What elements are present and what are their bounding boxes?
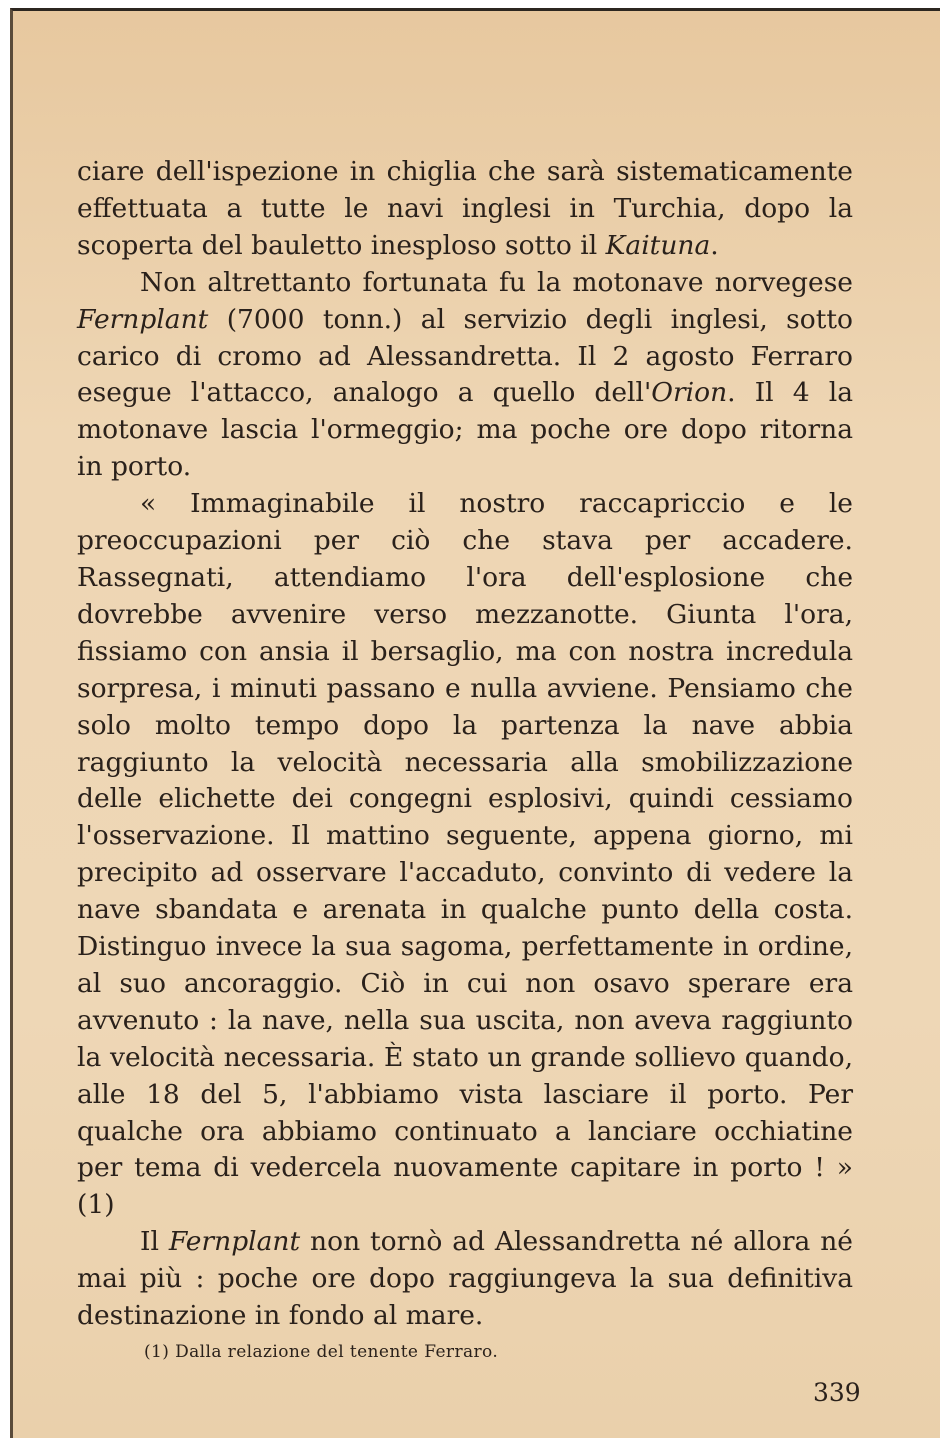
ship-name-kaituna: Kaituna (605, 229, 711, 261)
paragraph-2: Non altrettanto fortunata fu la motonave norvegese Fernplant (7000 tonn.) al servizio degli inglesi, sotto carico di cromo ad Alessandretta. Il 2 agosto Ferraro esegue l'attacco, analogo a quello dell'Orion. Il 4 la motonave lascia l'ormeggio; ma poche ore dopo ritorna in porto. (77, 266, 853, 483)
page-number: 339 (813, 1378, 861, 1407)
paragraph-1: ciare dell'ispezione in chiglia che sarà sistematicamente effettuata a tutte le navi inglesi in Turchia, dopo la scoperta del bauletto inesploso sotto il Kaituna. (77, 156, 853, 261)
paragraph-4: Il Fernplant non tornò ad Alessandretta né allora né mai più : poche ore dopo raggiungeva la sua definitiva destinazione in fondo al mare. (77, 1226, 853, 1332)
paragraph-3-quote: « Immaginabile il nostro raccapriccio e le preoccupazioni per ciò che stava per accadere. Rassegnati, attendiamo l'ora dell'esplosione che dovrebbe avvenire verso mezzanotte. Giunta l'ora, fissiamo con ansia il bersaglio, ma con nostra incredula sorpresa, i minuti passano e nulla avviene. Pensiamo che solo molto tempo dopo la partenza la nave abbia raggiunto la velocità necessaria alla smobilizzazione delle elichette dei congegni esplosivi, quindi cessiamo l'osservazione. Il mattino seguente, appena giorno, mi precipito ad osservare l'accaduto, convinto di vedere la nave sbandata e arenata in qualche punto della costa. Distinguo invece la sua sagoma, perfettamente in ordine, al suo ancoraggio. Ciò in cui non osavo sperare era avvenuto : la nave, nella sua uscita, non aveva raggiunto la velocità necessaria. È stato un grande sollievo quando, alle 18 del 5, l'abbiamo vista lasciare il porto. Per qualche ora abbiamo continuato a lanciare occhiatine per tema di vedercela nuovamente capitare in porto ! » (1) (77, 488, 853, 1221)
ship-name-orion: Orion (651, 377, 728, 409)
footnote: (1) Dalla relazione del tenente Ferraro. (144, 1342, 499, 1362)
ship-name-fernplant-2: Fernplant (168, 1226, 301, 1258)
ship-name-fernplant: Fernplant (77, 303, 209, 335)
book-page (10, 8, 940, 1438)
body-text (77, 154, 853, 1335)
